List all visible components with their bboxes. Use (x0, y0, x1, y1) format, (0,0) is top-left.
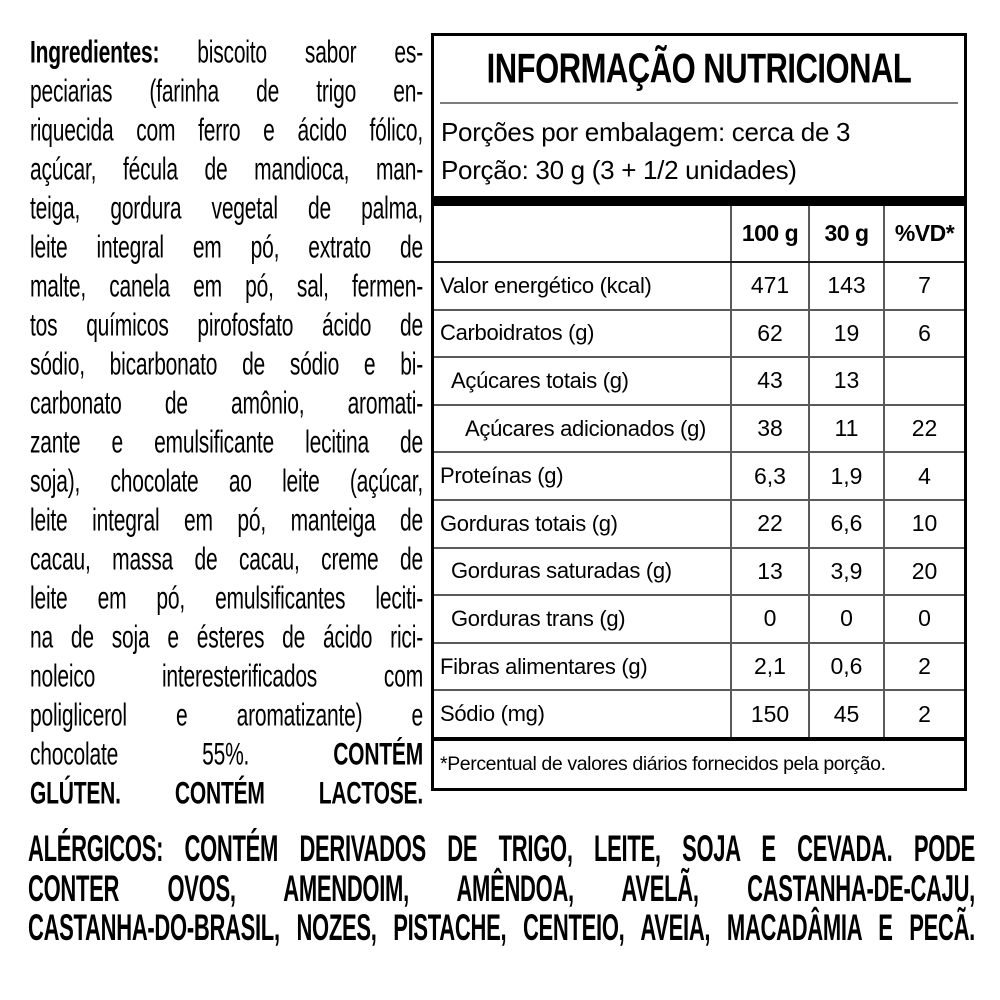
allergen-line: CASTANHA-DO-BRASIL, NOZES, PISTACHE, CENTEIO, AVEIA, MACADÂMIA E PECÃ. (28, 906, 975, 949)
value-vd: 10 (883, 501, 964, 547)
value-30g: 6,6 (808, 501, 883, 547)
value-30g: 13 (808, 358, 883, 404)
daily-value-footnote: *Percentual de valores diários fornecidos pela porção. (440, 753, 886, 775)
value-100g: 43 (730, 358, 808, 404)
header-vd: %VD* (883, 206, 964, 261)
servings-info (434, 104, 964, 196)
table-title-row (434, 36, 964, 102)
row-label: Gorduras saturadas (g) (451, 558, 672, 584)
ingredients-line: poliglicerol e aromatizante) e (30, 698, 423, 733)
ingredients-line: tos químicos pirofosfato ácido de (30, 308, 423, 343)
nutrition-facts-table (431, 33, 967, 791)
table-body (434, 263, 964, 737)
row-label: Gorduras trans (g) (451, 605, 626, 631)
value-100g: 0 (730, 596, 808, 642)
ingredients-line: sódio, bicarbonato de sódio e bi- (30, 347, 423, 382)
value-30g: 19 (808, 311, 883, 357)
value-30g: 45 (808, 691, 883, 737)
ingredients-line: leite integral em pó, extrato de (30, 230, 423, 265)
value-vd: 2 (883, 644, 964, 690)
value-100g: 6,3 (730, 453, 808, 499)
ingredients-label: Ingredientes: (30, 35, 160, 70)
value-vd: 20 (883, 549, 964, 595)
table-row-trans-fat (434, 594, 964, 642)
value-30g: 11 (808, 406, 883, 452)
ingredients-line: carbonato de amônio, aromati- (30, 386, 423, 421)
ingredients-line: Ingredientes: biscoito sabor es- (30, 35, 423, 70)
table-row-saturated-fat (434, 547, 964, 595)
table-row-energy (434, 263, 964, 309)
value-vd: 7 (883, 263, 964, 309)
value-vd: 4 (883, 453, 964, 499)
value-100g: 62 (730, 311, 808, 357)
value-vd (883, 358, 964, 404)
table-row-carbs (434, 309, 964, 357)
ingredients-line: peciarias (farinha de trigo en- (30, 74, 423, 109)
header-30g: 30 g (808, 206, 883, 261)
value-100g: 150 (730, 691, 808, 737)
value-vd: 22 (883, 406, 964, 452)
ingredients-line: leite em pó, emulsificantes leciti- (30, 581, 423, 616)
row-label: Sódio (mg) (440, 701, 545, 727)
value-100g: 2,1 (730, 644, 808, 690)
thick-divider-top (434, 196, 964, 206)
allergen-line: CONTER OVOS, AMENDOIM, AMÊNDOA, AVELÃ, CASTANHA-DE-CAJU, (28, 866, 975, 910)
ingredients-line: cacau, massa de cacau, creme de (30, 542, 423, 577)
value-100g: 38 (730, 406, 808, 452)
value-30g: 0 (808, 596, 883, 642)
table-row-protein (434, 451, 964, 499)
row-label: Gorduras totais (g) (440, 510, 618, 536)
value-100g: 22 (730, 501, 808, 547)
ingredients-line: soja), chocolate ao leite (açúcar, (30, 464, 423, 499)
servings-per-package: Porções por embalagem: cerca de 3 (441, 117, 851, 147)
value-100g: 13 (730, 549, 808, 595)
value-vd: 0 (883, 596, 964, 642)
ingredients-line: leite integral em pó, manteiga de (30, 503, 423, 538)
serving-size: Porção: 30 g (3 + 1/2 unidades) (441, 155, 797, 185)
ingredients-line: riquecida com ferro e ácido fólico, (30, 113, 423, 148)
ingredients-line: zante e emulsificante lecitina de (30, 425, 423, 460)
value-30g: 1,9 (808, 453, 883, 499)
contains-gluten-notice: CONTÉM (333, 737, 424, 772)
ingredients-line: chocolate 55%. CONTÉM (30, 737, 424, 772)
row-label: Fibras alimentares (g) (440, 653, 648, 679)
table-row-added-sugars (434, 404, 964, 452)
value-30g: 0,6 (808, 644, 883, 690)
table-title: INFORMAÇÃO NUTRICIONAL (486, 44, 912, 92)
row-label: Valor energético (kcal) (440, 272, 652, 298)
ingredients-line: açúcar, fécula de mandioca, man- (30, 152, 423, 187)
table-row-total-fat (434, 499, 964, 547)
ingredients-line: malte, canela em pó, sal, fermen- (30, 269, 423, 304)
ingredients-line: teiga, gordura vegetal de palma, (30, 191, 423, 226)
allergen-warning (28, 829, 975, 948)
allergen-line: ALÉRGICOS: CONTÉM DERIVADOS DE TRIGO, LEITE, SOJA E CEVADA. PODE (28, 827, 975, 870)
row-label: Açúcares adicionados (g) (465, 415, 707, 441)
ingredients-line: noleico interesterificados com (30, 659, 423, 694)
table-header-row (434, 206, 964, 263)
header-100g: 100 g (730, 206, 808, 261)
table-row-sodium (434, 689, 964, 737)
value-vd: 2 (883, 691, 964, 737)
value-30g: 3,9 (808, 549, 883, 595)
ingredients-line: na de soja e ésteres de ácido rici- (30, 620, 423, 655)
contains-lactose-notice: GLÚTEN. CONTÉM LACTOSE. (30, 776, 423, 811)
value-vd: 6 (883, 311, 964, 357)
header-spacer (434, 206, 730, 261)
table-row-fiber (434, 642, 964, 690)
row-label: Carboidratos (g) (440, 320, 595, 346)
ingredients-line (30, 764, 423, 823)
value-100g: 471 (730, 263, 808, 309)
row-label: Proteínas (g) (440, 463, 564, 489)
row-label: Açúcares totais (g) (451, 367, 629, 393)
value-30g: 143 (808, 263, 883, 309)
table-row-total-sugars (434, 356, 964, 404)
ingredients-paragraph (30, 33, 423, 813)
